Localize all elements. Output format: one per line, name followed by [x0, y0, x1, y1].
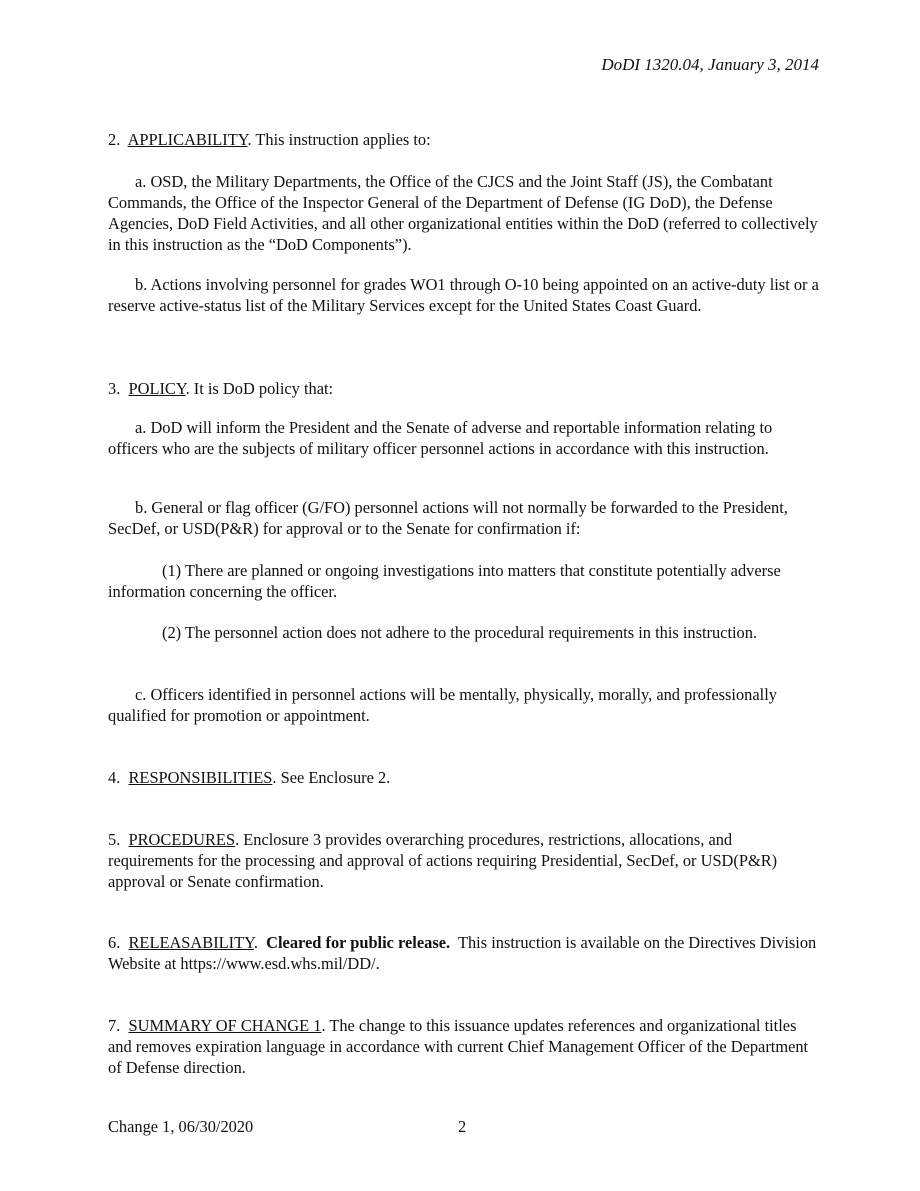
- policy-item-b: b. General or flag officer (G/FO) personnel actions will not normally be forwarded to the President, SecDef, or USD(P&R) for approval or to the Senate for confirmation if:: [108, 498, 788, 538]
- section-text: This instruction is available on the Directives Division Website at https://www.esd.whs.mil/DD/.: [108, 933, 821, 973]
- section-text: . See Enclosure 2.: [272, 768, 391, 787]
- section-intro-text: . It is DoD policy that:: [185, 379, 334, 398]
- section-releasability: [108, 932, 820, 974]
- section-heading-applicability: APPLICABILITY: [127, 130, 248, 149]
- section-responsibilities: [108, 767, 820, 788]
- section-policy-intro: [108, 378, 820, 399]
- footer-change-note: Change 1, 06/30/2020: [108, 1117, 254, 1136]
- section-heading-procedures: PROCEDURES: [128, 830, 236, 849]
- section-number: 3.: [108, 379, 121, 398]
- applicability-item-a: a. OSD, the Military Departments, the Office of the CJCS and the Joint Staff (JS), the Combatant Commands, the Office of the Inspector General of the Department of Defense (IG DoD), the Defense Agencies, DoD Field Activities, and all other organizational entities within the DoD (referred to collectively in this instruction as the “DoD Components”).: [108, 172, 818, 254]
- section-heading-responsibilities: RESPONSIBILITIES: [128, 768, 273, 787]
- footer-page-number: 2: [458, 1117, 467, 1136]
- section-number: 5.: [108, 830, 121, 849]
- policy-item-b1: (1) There are planned or ongoing investigations into matters that constitute potentially adverse information concerning the officer.: [108, 561, 781, 601]
- section-number: 6.: [108, 933, 121, 952]
- section-heading-policy: POLICY: [128, 379, 186, 398]
- policy-item-a: a. DoD will inform the President and the Senate of adverse and reportable information relating to officers who are the subjects of military officer personnel actions in accordance with this instruction.: [108, 418, 773, 458]
- section-applicability-intro: [108, 129, 820, 150]
- document-header: DoDI 1320.04, January 3, 2014: [601, 55, 819, 74]
- policy-item-b2: (2) The personnel action does not adhere to the procedural requirements in this instruction.: [162, 623, 758, 642]
- section-heading-summary: SUMMARY OF CHANGE 1: [128, 1016, 322, 1035]
- section-summary-of-change: [108, 1015, 820, 1078]
- section-intro-text: . This instruction applies to:: [247, 130, 431, 149]
- section-procedures: [108, 829, 820, 892]
- release-statement: Cleared for public release.: [266, 933, 451, 952]
- section-text: . Enclosure 3 provides overarching procedures, restrictions, allocations, and requirements for the processing and approval of actions requiring Presidential, SecDef, or USD(P&R) approval or Senate confirmation.: [108, 830, 778, 891]
- section-text: . The change to this issuance updates references and organizational titles and removes expiration language in accordance with current Chief Management Officer of the Department of Defense direction.: [108, 1016, 809, 1077]
- applicability-item-b: b. Actions involving personnel for grades WO1 through O-10 being appointed on an active-duty list or a reserve active-status list of the Military Services except for the United States Coast Guard.: [108, 275, 819, 315]
- section-number: 2.: [108, 130, 121, 149]
- policy-item-c: c. Officers identified in personnel actions will be mentally, physically, morally, and professionally qualified for promotion or appointment.: [108, 685, 777, 725]
- section-number: 4.: [108, 768, 121, 787]
- section-separator: .: [253, 933, 267, 952]
- section-heading-releasability: RELEASABILITY: [128, 933, 254, 952]
- section-number: 7.: [108, 1016, 121, 1035]
